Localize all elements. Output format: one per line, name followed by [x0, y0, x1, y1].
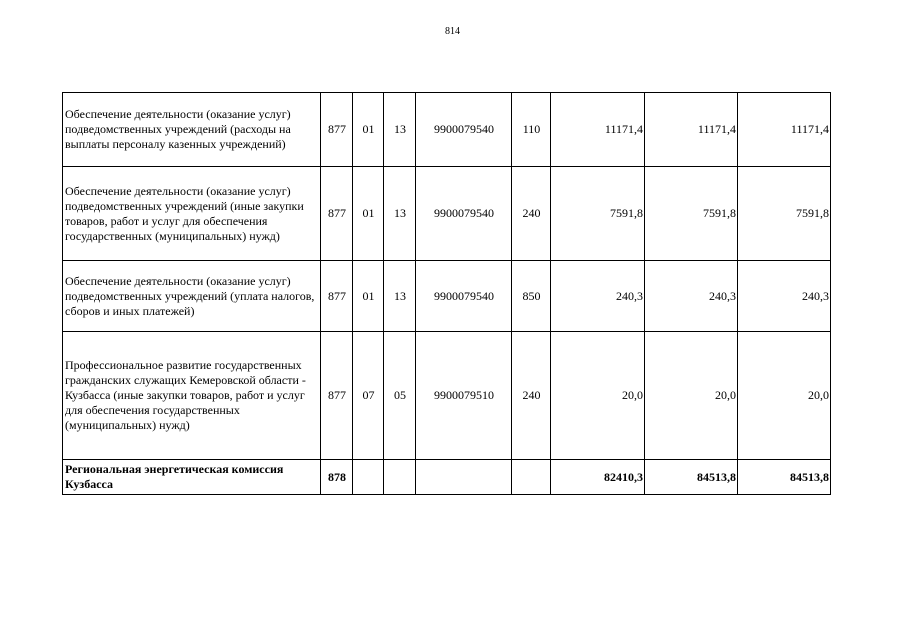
section-code: 07: [353, 332, 384, 460]
table-row: [63, 332, 831, 460]
subsection-code: [384, 460, 416, 495]
amount-1: 7591,8: [551, 167, 645, 261]
row-name: Обеспечение деятельности (оказание услуг) подведомственных учреждений (уплата налогов, сборов и иных платежей): [63, 261, 321, 332]
subsection-code: 05: [384, 332, 416, 460]
amount-1: 82410,3: [551, 460, 645, 495]
expense-type-code: [512, 460, 551, 495]
row-name: Региональная энергетическая комиссия Кузбасса: [63, 460, 321, 495]
amount-3: 20,0: [738, 332, 831, 460]
section-code: 01: [353, 93, 384, 167]
expense-type-code: 240: [512, 167, 551, 261]
amount-1: 240,3: [551, 261, 645, 332]
row-name: Профессиональное развитие государственных гражданских служащих Кемеровской области - Кузбасса (иные закупки товаров, работ и услуг для обеспечения государственных (муниципальных) нужд): [63, 332, 321, 460]
target-article-code: 9900079510: [416, 332, 512, 460]
table-row: [63, 167, 831, 261]
subsection-code: 13: [384, 93, 416, 167]
table-row: [63, 261, 831, 332]
amount-3: 11171,4: [738, 93, 831, 167]
ministry-code: 877: [321, 261, 353, 332]
table-row: [63, 460, 831, 495]
ministry-code: 878: [321, 460, 353, 495]
ministry-code: 877: [321, 332, 353, 460]
amount-2: 84513,8: [645, 460, 738, 495]
expense-type-code: 240: [512, 332, 551, 460]
budget-table: [62, 92, 831, 495]
table-row: [63, 93, 831, 167]
ministry-code: 877: [321, 167, 353, 261]
expense-type-code: 850: [512, 261, 551, 332]
amount-2: 11171,4: [645, 93, 738, 167]
target-article-code: 9900079540: [416, 93, 512, 167]
target-article-code: 9900079540: [416, 261, 512, 332]
amount-2: 240,3: [645, 261, 738, 332]
section-code: [353, 460, 384, 495]
amount-1: 11171,4: [551, 93, 645, 167]
amount-2: 7591,8: [645, 167, 738, 261]
section-code: 01: [353, 167, 384, 261]
section-code: 01: [353, 261, 384, 332]
page-number: 814: [445, 26, 460, 37]
amount-3: 240,3: [738, 261, 831, 332]
ministry-code: 877: [321, 93, 353, 167]
amount-3: 84513,8: [738, 460, 831, 495]
target-article-code: [416, 460, 512, 495]
target-article-code: 9900079540: [416, 167, 512, 261]
amount-3: 7591,8: [738, 167, 831, 261]
row-name: Обеспечение деятельности (оказание услуг) подведомственных учреждений (расходы на выплаты персоналу казенных учреждений): [63, 93, 321, 167]
expense-type-code: 110: [512, 93, 551, 167]
row-name: Обеспечение деятельности (оказание услуг) подведомственных учреждений (иные закупки товаров, работ и услуг для обеспечения государственных (муниципальных) нужд): [63, 167, 321, 261]
amount-2: 20,0: [645, 332, 738, 460]
amount-1: 20,0: [551, 332, 645, 460]
subsection-code: 13: [384, 167, 416, 261]
subsection-code: 13: [384, 261, 416, 332]
